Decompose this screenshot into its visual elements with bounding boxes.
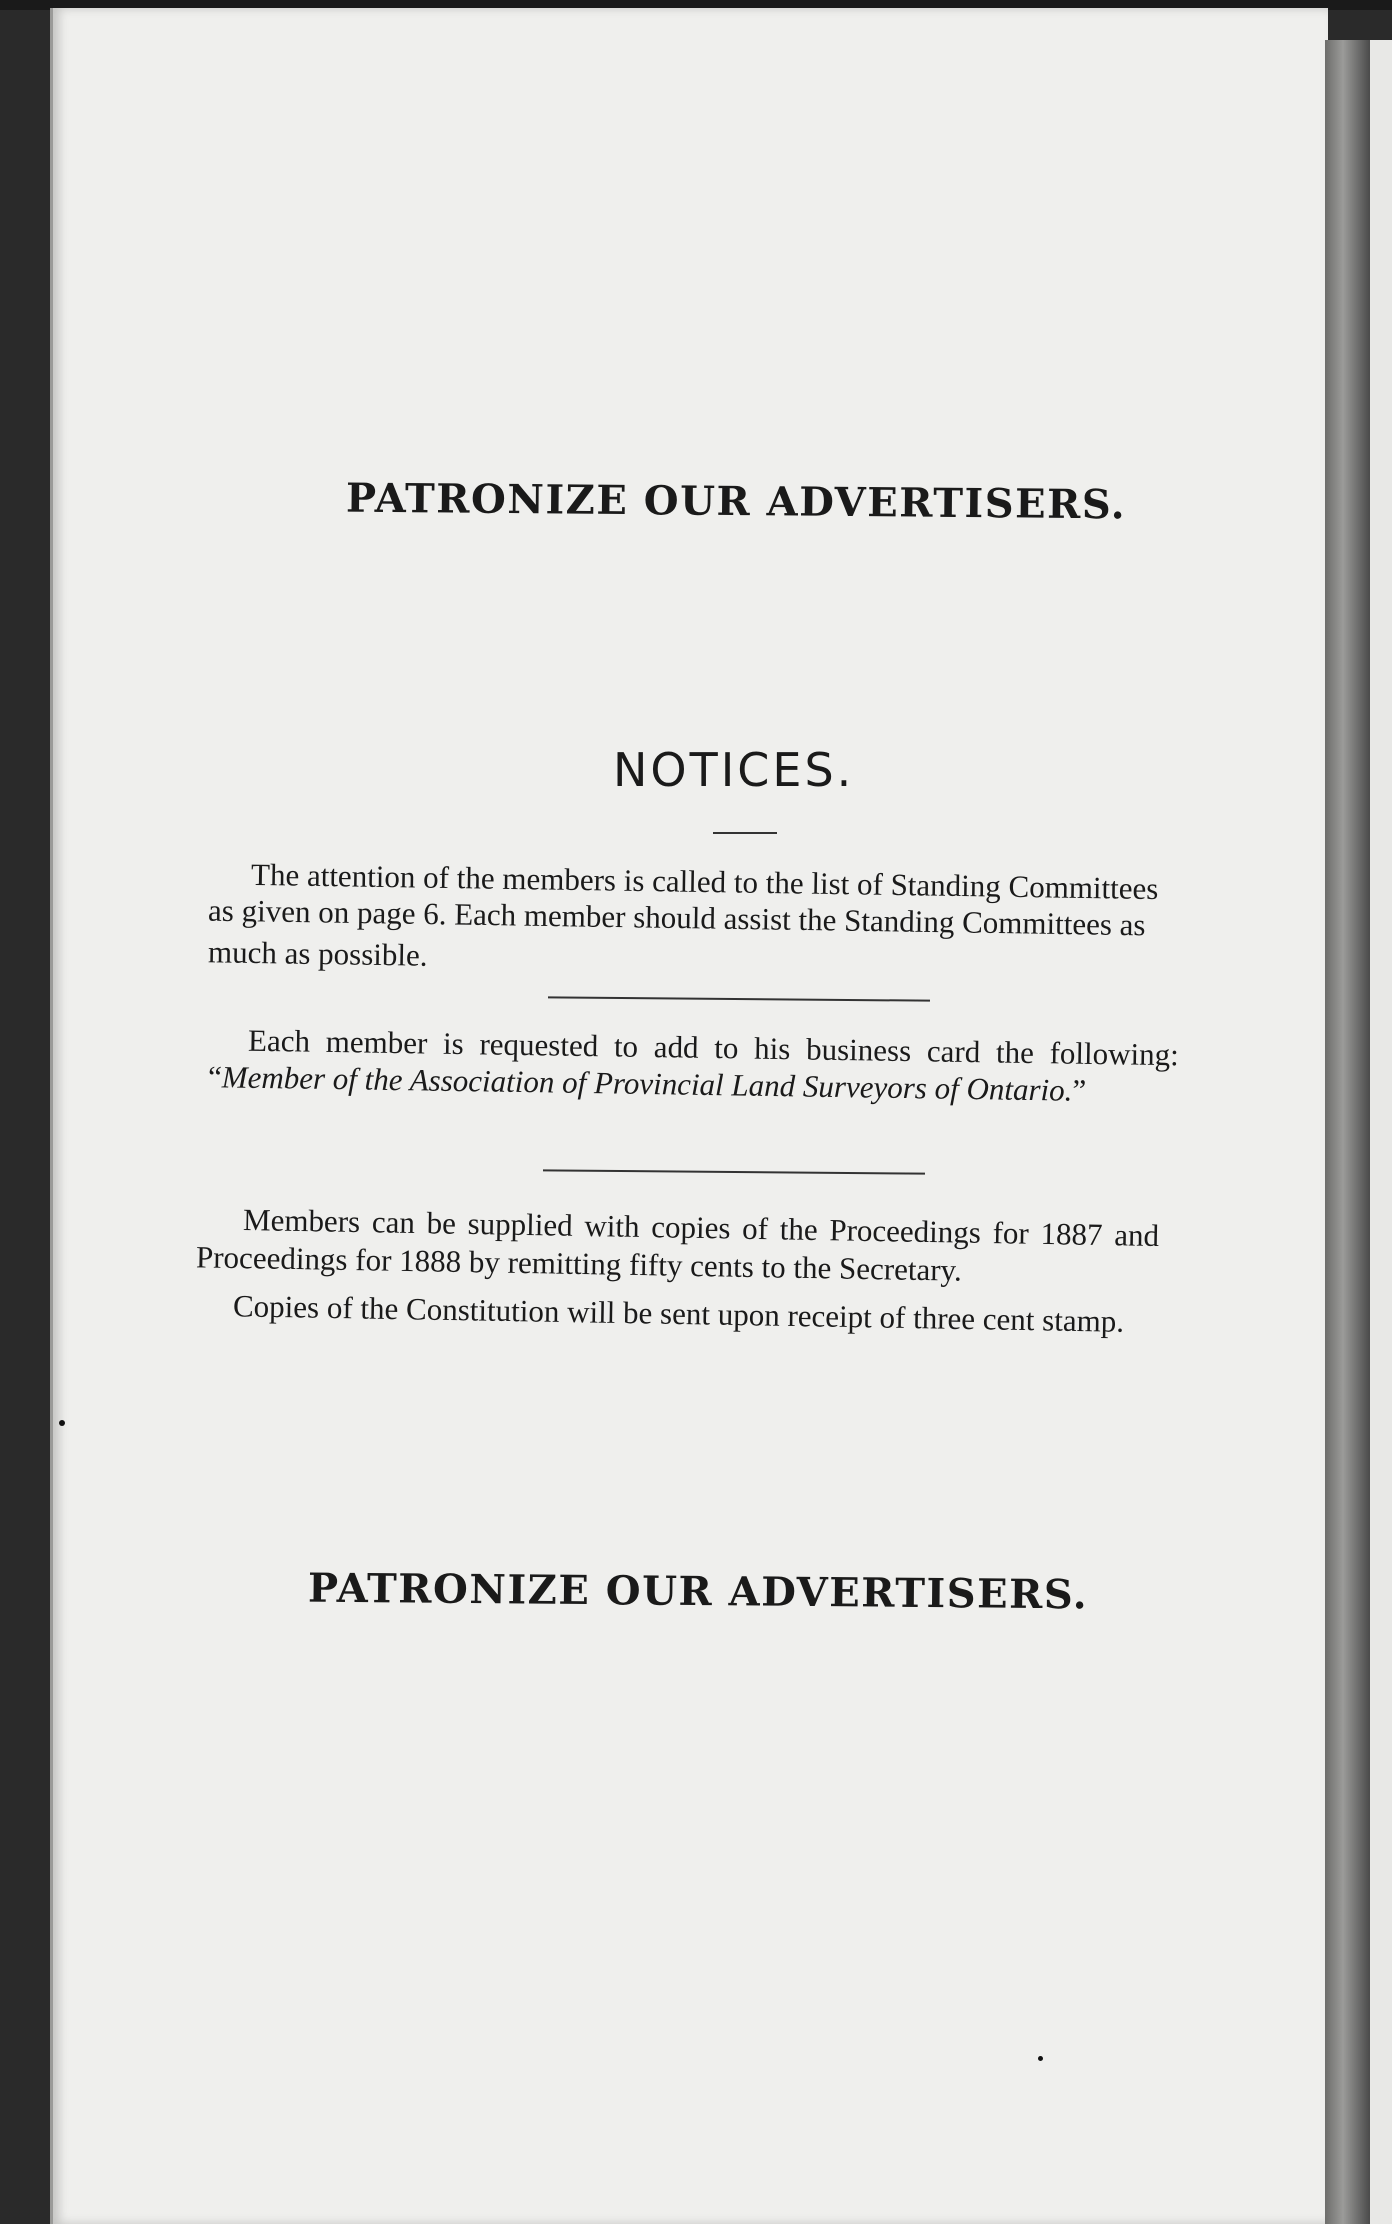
paragraph-1-line-3: much as possible. [207,934,428,973]
paragraph-3-line-1: Members can be supplied with copies of the Proceedings for 1887 and [242,1202,1160,1253]
speck-bottom [1038,2056,1043,2061]
header-banner: PATRONIZE OUR ADVERTISERS. [345,474,1127,529]
next-page-edge [1370,40,1392,2224]
document-page [50,8,1328,2224]
notices-title: NOTICES. [613,743,855,797]
open-quote: “ [207,1059,223,1095]
divider-2 [543,1169,925,1174]
close-quote: ” [1072,1072,1087,1108]
title-underline [713,832,777,834]
divider-1 [548,996,930,1001]
paragraph-2-line-1: Each member is requested to add to his business card the following: [247,1022,1180,1073]
paragraph-1-line-1: The attention of the members is called to the list of Standing Committees [250,856,1159,907]
paragraph-3-line-2: Proceedings for 1888 by remitting fifty cents to the Secretary. [195,1239,963,1288]
page-gutter-shadow [1325,40,1370,2224]
footer-banner: PATRONIZE OUR ADVERTISERS. [307,1564,1089,1619]
paragraph-4-line-1: Copies of the Constitution will be sent upon receipt of three cent stamp. [232,1288,1125,1339]
paragraph-1-line-2: as given on page 6. Each member should assist the Standing Committees as [207,892,1146,943]
italic-membership-line: Member of the Association of Provincial Land Surveyors of Ontario. [221,1059,1073,1108]
speck-left [59,1420,65,1426]
